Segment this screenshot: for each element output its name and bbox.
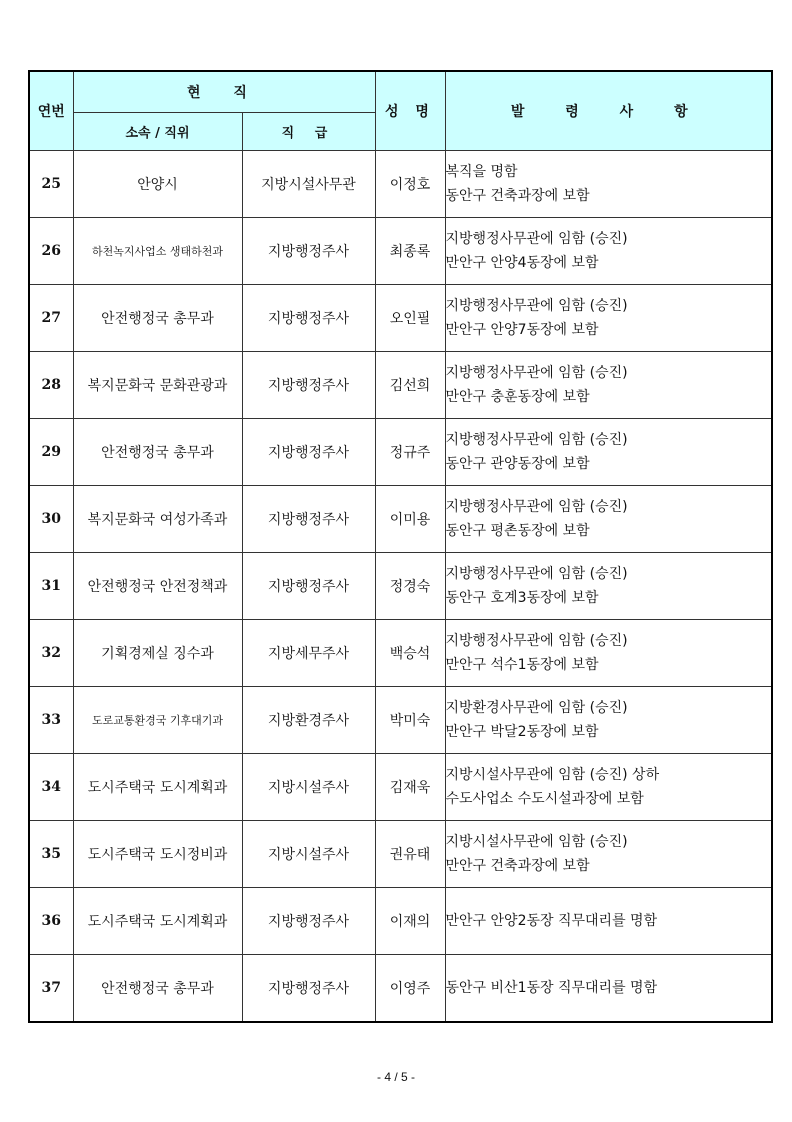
row-dept: 안전행정국 총무과 bbox=[73, 419, 242, 486]
row-dept: 복지문화국 여성가족과 bbox=[73, 486, 242, 553]
order-line: 지방시설사무관에 임함 (승진) 상하 bbox=[445, 767, 660, 783]
row-number: 32 bbox=[29, 620, 73, 687]
row-rank: 지방환경주사 bbox=[242, 687, 375, 754]
row-rank: 지방행정주사 bbox=[242, 955, 375, 1023]
header-name: 성 명 bbox=[375, 71, 445, 151]
order-line: 만안구 충훈동장에 보함 bbox=[445, 389, 590, 405]
row-number: 28 bbox=[29, 352, 73, 419]
row-dept: 안양시 bbox=[73, 151, 242, 218]
row-name: 김선희 bbox=[375, 352, 445, 419]
row-dept: 복지문화국 문화관광과 bbox=[73, 352, 242, 419]
row-dept: 안전행정국 총무과 bbox=[73, 285, 242, 352]
row-order bbox=[445, 754, 772, 821]
table-row bbox=[29, 821, 772, 888]
table-row bbox=[29, 553, 772, 620]
row-rank: 지방행정주사 bbox=[242, 218, 375, 285]
row-dept: 안전행정국 안전정책과 bbox=[73, 553, 242, 620]
row-number: 36 bbox=[29, 888, 73, 955]
order-line: 지방행정사무관에 임함 (승진) bbox=[445, 499, 628, 515]
order-line: 지방행정사무관에 임함 (승진) bbox=[445, 365, 628, 381]
order-line: 수도사업소 수도시설과장에 보함 bbox=[445, 791, 644, 807]
header-current-position: 현 직 bbox=[73, 71, 375, 113]
row-order bbox=[445, 486, 772, 553]
table-row bbox=[29, 620, 772, 687]
row-name: 박미숙 bbox=[375, 687, 445, 754]
row-name: 백승석 bbox=[375, 620, 445, 687]
row-order bbox=[445, 151, 772, 218]
row-dept: 하천녹지사업소 생태하천과 bbox=[73, 218, 242, 285]
row-order bbox=[445, 553, 772, 620]
row-rank: 지방행정주사 bbox=[242, 285, 375, 352]
order-line: 지방행정사무관에 임함 (승진) bbox=[445, 231, 628, 247]
order-line: 복직을 명함 bbox=[445, 164, 518, 180]
row-dept: 도시주택국 도시계획과 bbox=[73, 888, 242, 955]
row-name: 최종록 bbox=[375, 218, 445, 285]
row-dept: 안전행정국 총무과 bbox=[73, 955, 242, 1023]
header-order: 발 령 사 항 bbox=[445, 71, 772, 151]
row-name: 오인필 bbox=[375, 285, 445, 352]
row-number: 31 bbox=[29, 553, 73, 620]
row-number: 27 bbox=[29, 285, 73, 352]
row-order bbox=[445, 218, 772, 285]
row-order bbox=[445, 352, 772, 419]
order-line: 만안구 건축과장에 보함 bbox=[445, 858, 590, 874]
personnel-table bbox=[28, 70, 773, 1023]
row-rank: 지방시설주사 bbox=[242, 821, 375, 888]
row-order bbox=[445, 888, 772, 955]
order-line: 동안구 건축과장에 보함 bbox=[445, 188, 590, 204]
row-order bbox=[445, 419, 772, 486]
row-rank: 지방시설주사 bbox=[242, 754, 375, 821]
table-row bbox=[29, 486, 772, 553]
order-line: 지방환경사무관에 임함 (승진) bbox=[445, 700, 628, 716]
order-line: 동안구 호계3동장에 보함 bbox=[445, 590, 599, 606]
row-order bbox=[445, 620, 772, 687]
row-number: 34 bbox=[29, 754, 73, 821]
table-row bbox=[29, 955, 772, 1023]
order-line: 지방행정사무관에 임함 (승진) bbox=[445, 432, 628, 448]
header-no: 연번 bbox=[29, 71, 73, 151]
row-name: 이미용 bbox=[375, 486, 445, 553]
table-row bbox=[29, 888, 772, 955]
row-rank: 지방행정주사 bbox=[242, 486, 375, 553]
row-name: 정규주 bbox=[375, 419, 445, 486]
order-line: 동안구 비산1동장 직무대리를 명함 bbox=[445, 980, 658, 996]
table-body bbox=[29, 151, 772, 1023]
order-line: 만안구 석수1동장에 보함 bbox=[445, 657, 599, 673]
row-name: 이정호 bbox=[375, 151, 445, 218]
row-number: 26 bbox=[29, 218, 73, 285]
row-dept: 도시주택국 도시계획과 bbox=[73, 754, 242, 821]
row-dept: 기획경제실 징수과 bbox=[73, 620, 242, 687]
row-order bbox=[445, 285, 772, 352]
order-line: 지방행정사무관에 임함 (승진) bbox=[445, 298, 628, 314]
row-rank: 지방세무주사 bbox=[242, 620, 375, 687]
table-row bbox=[29, 687, 772, 754]
row-name: 김재욱 bbox=[375, 754, 445, 821]
header-dept: 소속 / 직위 bbox=[73, 113, 242, 151]
row-rank: 지방행정주사 bbox=[242, 419, 375, 486]
table-row bbox=[29, 151, 772, 218]
order-line: 지방시설사무관에 임함 (승진) bbox=[445, 834, 628, 850]
row-order bbox=[445, 687, 772, 754]
row-order bbox=[445, 955, 772, 1023]
row-rank: 지방행정주사 bbox=[242, 888, 375, 955]
row-rank: 지방시설사무관 bbox=[242, 151, 375, 218]
row-number: 33 bbox=[29, 687, 73, 754]
row-number: 29 bbox=[29, 419, 73, 486]
row-order bbox=[445, 821, 772, 888]
order-line: 지방행정사무관에 임함 (승진) bbox=[445, 633, 628, 649]
order-line: 만안구 안양4동장에 보함 bbox=[445, 255, 599, 271]
order-line: 지방행정사무관에 임함 (승진) bbox=[445, 566, 628, 582]
table-row bbox=[29, 419, 772, 486]
table-row bbox=[29, 218, 772, 285]
table-row bbox=[29, 754, 772, 821]
row-number: 35 bbox=[29, 821, 73, 888]
row-rank: 지방행정주사 bbox=[242, 352, 375, 419]
page-number: - 4 / 5 - bbox=[376, 1070, 415, 1084]
header-rank: 직 급 bbox=[242, 113, 375, 151]
order-line: 만안구 안양7동장에 보함 bbox=[445, 322, 599, 338]
row-name: 이재의 bbox=[375, 888, 445, 955]
order-line: 동안구 평촌동장에 보함 bbox=[445, 523, 590, 539]
order-line: 만안구 박달2동장에 보함 bbox=[445, 724, 599, 740]
row-number: 37 bbox=[29, 955, 73, 1023]
table-row bbox=[29, 352, 772, 419]
row-dept: 도로교통환경국 기후대기과 bbox=[73, 687, 242, 754]
row-name: 이영주 bbox=[375, 955, 445, 1023]
row-dept: 도시주택국 도시정비과 bbox=[73, 821, 242, 888]
table-row bbox=[29, 285, 772, 352]
row-name: 권유태 bbox=[375, 821, 445, 888]
row-number: 30 bbox=[29, 486, 73, 553]
row-rank: 지방행정주사 bbox=[242, 553, 375, 620]
table-header bbox=[29, 71, 772, 151]
order-line: 동안구 관양동장에 보함 bbox=[445, 456, 590, 472]
row-name: 정경숙 bbox=[375, 553, 445, 620]
order-line: 만안구 안양2동장 직무대리를 명함 bbox=[445, 913, 658, 929]
row-number: 25 bbox=[29, 151, 73, 218]
